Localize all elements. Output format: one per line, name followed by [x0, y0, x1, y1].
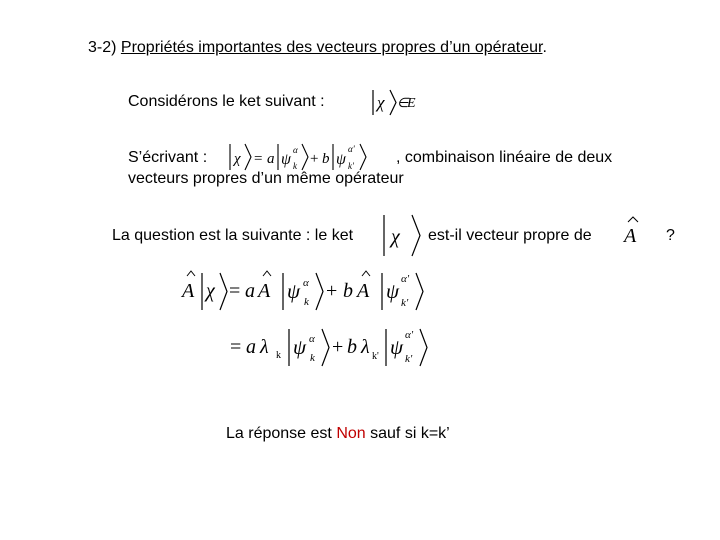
ket-chi-in-E-svg	[370, 86, 420, 118]
operator-action-svg	[180, 266, 440, 316]
psi-symbol: ψ	[287, 279, 301, 303]
psi-symbol-2: ψ	[386, 279, 400, 303]
eigenvalue-expansion-formula	[226, 322, 446, 372]
equals-sign: =	[230, 336, 242, 358]
alpha-prime-superscript: α'	[348, 144, 355, 154]
chi-symbol: χ	[234, 151, 241, 167]
psi-symbol-2: ψ	[336, 151, 346, 168]
heading-number: 3-2)	[88, 39, 117, 56]
question-lead-text: La question est la suivante : le ket	[112, 227, 354, 244]
alpha-prime-superscript: α'	[405, 329, 414, 341]
chi-symbol: χ	[391, 226, 400, 248]
question-mark: ?	[666, 227, 675, 244]
k-prime-subscript: k'	[405, 353, 413, 365]
equals-sign: =	[254, 151, 263, 167]
linear-combination-text: , combinaison linéaire de deux	[396, 149, 613, 166]
lambda-k-prime: λ	[361, 336, 370, 358]
element-of-symbol: ∈	[397, 95, 409, 110]
alpha-superscript: α	[309, 333, 315, 345]
equals-sign: =	[229, 280, 241, 302]
k-subscript: k	[310, 352, 315, 364]
lambda-k-subscript: k	[276, 350, 281, 361]
operator-A-2: A	[258, 280, 271, 302]
ket-chi-in-E-formula	[370, 86, 420, 118]
answer-line	[226, 424, 450, 444]
operator-A-3: A	[357, 280, 370, 302]
chi-symbol: χ	[206, 280, 215, 302]
eigenvectors-text: vecteurs propres d’un même opérateur	[128, 170, 404, 187]
plus-sign: +	[326, 280, 338, 302]
k-subscript: k	[293, 161, 297, 171]
coef-b: b	[343, 280, 353, 302]
consider-text: Considérons le ket suivant :	[128, 93, 325, 110]
psi-symbol-2: ψ	[390, 335, 404, 359]
ket-chi-question-svg	[380, 212, 426, 258]
operator-A: A	[182, 280, 195, 302]
coef-a: a	[267, 151, 275, 167]
psi-symbol: ψ	[281, 151, 291, 168]
coef-b: b	[347, 336, 357, 358]
answer-tail-text: sauf si k=k’	[370, 425, 450, 442]
heading-period: .	[542, 39, 547, 56]
eigenvalue-expansion-svg	[226, 322, 446, 372]
coef-b: b	[322, 151, 330, 167]
operator-A-hat-svg	[622, 214, 646, 248]
alpha-superscript: α	[303, 277, 309, 289]
lambda-k-prime-subscript: k'	[372, 351, 379, 362]
section-heading	[88, 38, 547, 58]
lambda-k: λ	[260, 336, 269, 358]
ket-angle	[390, 90, 396, 115]
space-E-symbol: E	[407, 96, 416, 111]
k-subscript: k	[304, 296, 309, 308]
chi-symbol: χ	[377, 93, 385, 112]
question-mid-text: est-il vecteur propre de	[428, 227, 592, 244]
psi-symbol: ψ	[293, 335, 307, 359]
operator-A-hat-formula	[622, 214, 646, 248]
answer-highlight-no: Non	[336, 425, 366, 442]
coef-a: a	[246, 336, 256, 358]
plus-sign: +	[310, 151, 319, 167]
alpha-superscript: α	[293, 145, 298, 155]
k-prime-subscript: k'	[348, 161, 354, 171]
alpha-prime-superscript: α'	[401, 273, 410, 285]
coef-a: a	[245, 280, 255, 302]
k-prime-subscript: k'	[401, 297, 409, 309]
operator-action-formula	[180, 266, 440, 316]
plus-sign: +	[332, 336, 344, 358]
ket-chi-question-formula	[380, 212, 426, 258]
heading-title: Propriétés importantes des vecteurs propres d’un opérateur	[120, 39, 543, 56]
writing-lead-text: S’écrivant :	[128, 149, 208, 166]
answer-lead-text: La réponse est	[226, 425, 332, 442]
operator-A-letter: A	[624, 225, 637, 247]
